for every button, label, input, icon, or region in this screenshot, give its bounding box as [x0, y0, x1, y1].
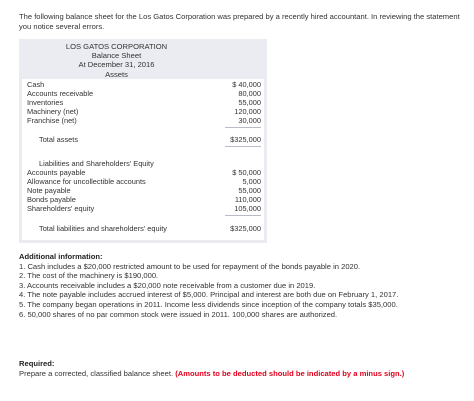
total-assets-label: Total assets: [39, 135, 79, 144]
list-item: 4. The note payable includes accrued interest of $5,000. Principal and interest are both due on February 1, 2017.: [19, 290, 399, 300]
statement-title: Balance Sheet: [91, 51, 142, 61]
additional-information-header: Additional information:: [19, 252, 103, 261]
liability-label: Allowance for uncollectible accounts: [27, 177, 146, 186]
liability-amount: 5,000: [242, 177, 261, 186]
total-assets-row: [22, 136, 264, 145]
total-assets-rule: [225, 127, 261, 128]
asset-amount: 120,000: [234, 107, 261, 116]
additional-information-list: [19, 262, 471, 320]
required-header: Required:: [19, 359, 55, 368]
required-section: [19, 359, 471, 378]
list-item: 6. 50,000 shares of no par common stock were issued in 2011. 100,000 shares are authorized.: [19, 309, 338, 319]
liability-amount: 110,000: [234, 195, 261, 204]
liability-label: Shareholders' equity: [27, 204, 95, 213]
asset-amount: 80,000: [238, 89, 261, 98]
liability-row: [22, 205, 264, 214]
total-liabilities-rule: [225, 215, 261, 216]
list-item: 3. Accounts receivable includes a $20,000 note receivable from a customer due in 2019.: [19, 280, 316, 290]
balance-sheet-header: [19, 42, 214, 79]
liability-amount: 105,000: [234, 204, 261, 213]
assets-header: Assets: [105, 69, 128, 79]
total-liabilities-row: [22, 225, 264, 234]
total-liabilities-label: Total liabilities and shareholders' equity: [39, 224, 167, 233]
asset-row: [22, 117, 264, 126]
list-item: 5. The company began operations in 2011. Income less dividends since inception of the company totals $35,000.: [19, 299, 398, 309]
asset-label: Machinery (net): [27, 107, 79, 116]
total-liabilities-amount: $325,000: [230, 224, 261, 233]
statement-date: At December 31, 2016: [78, 60, 155, 70]
company-name: LOS GATOS CORPORATION: [65, 42, 168, 51]
asset-amount: 30,000: [238, 116, 261, 125]
asset-label: Cash: [27, 80, 45, 89]
list-item: 2. The cost of the machinery is $190,000.: [19, 271, 159, 281]
liability-label: Accounts payable: [27, 168, 86, 177]
asset-amount: 55,000: [238, 98, 261, 107]
list-item: 1. Cash includes a $20,000 restricted amount to be used for repayment of the bonds payable in 2020.: [19, 261, 361, 271]
asset-label: Franchise (net): [27, 116, 77, 125]
balance-sheet: [19, 39, 267, 243]
asset-amount: $ 40,000: [232, 80, 261, 89]
required-instructions: [19, 369, 471, 379]
liability-label: Bonds payable: [27, 195, 76, 204]
liabilities-header: Liabilities and Shareholders' Equity: [39, 159, 154, 168]
liability-amount: $ 50,000: [232, 168, 261, 177]
additional-information: [19, 252, 471, 319]
liability-label: Note payable: [27, 186, 71, 195]
required-note: (Amounts to be deducted should be indicated by a minus sign.): [175, 368, 405, 378]
total-assets-double-rule: [225, 146, 261, 147]
required-text: Prepare a corrected, classified balance sheet.: [19, 368, 174, 378]
asset-label: Accounts receivable: [27, 89, 94, 98]
total-assets-amount: $325,000: [230, 135, 261, 144]
intro-text: The following balance sheet for the Los Gatos Corporation was prepared by a recently hired accountant. In reviewing the statement you notice several errors.: [19, 12, 460, 31]
balance-sheet-body: [22, 79, 264, 240]
asset-label: Inventories: [27, 98, 64, 107]
liability-amount: 55,000: [238, 186, 261, 195]
